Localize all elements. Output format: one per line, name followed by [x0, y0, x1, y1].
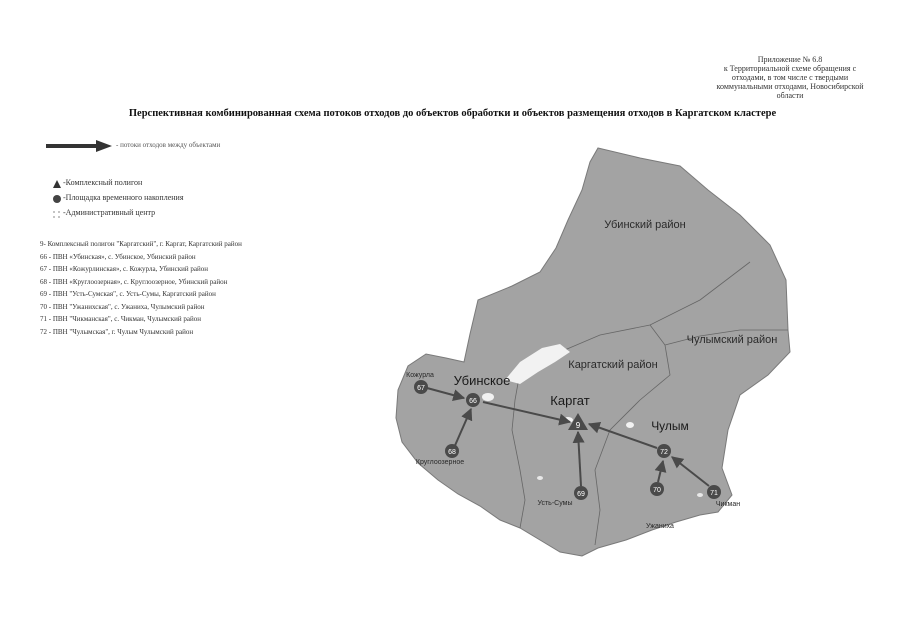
marker-72[interactable]: [657, 444, 671, 458]
marker-label: 69: [577, 491, 585, 498]
settlement-label: Кожурла: [406, 372, 434, 379]
center-label-kargat: Каргат: [550, 393, 590, 408]
object-item: 68 - ПВН «Круглоозерная», с. Круглоозерное, Убинский район: [40, 277, 228, 286]
marker-66[interactable]: [466, 393, 480, 407]
marker-label: 71: [710, 490, 718, 497]
appendix-line: коммунальными отходами, Новосибирской: [716, 82, 864, 91]
flow-legend-label: - потоки отходов между объектами: [116, 141, 221, 149]
settlement-label: Чикман: [715, 501, 741, 508]
lake: [697, 493, 703, 497]
district-label-chulymsky: Чулымский район: [686, 334, 778, 346]
region-shape: [396, 148, 790, 556]
object-item: 67 - ПВН «Кожурлинская», с. Кожурла, Убинский район: [40, 265, 208, 273]
marker-67[interactable]: [414, 380, 428, 394]
marker-label: 9: [575, 421, 581, 430]
appendix-line: к Территориальной схеме обращения с: [723, 64, 857, 73]
object-item: 72 - ПВН "Чулымская", г. Чулым Чулымский район: [40, 327, 194, 336]
settlement-label: Усть-Сумы: [537, 500, 573, 507]
legend-label: -Административный центр: [63, 208, 156, 217]
object-item: 9- Комплексный полигон "Каргатский", г. Каргат, Каргатский район: [40, 240, 242, 248]
appendix-line: области: [776, 91, 804, 100]
legend-label: -Площадка временного накопления: [63, 193, 184, 202]
lake: [626, 422, 634, 428]
object-item: 66 - ПВН «Убинская», с. Убинское, Убинский район: [40, 252, 196, 261]
marker-label: 70: [653, 487, 661, 494]
marker-label: 67: [417, 385, 425, 392]
legend-label: -Комплексный полигон: [63, 178, 143, 187]
lake: [537, 476, 543, 480]
marker-label: 68: [448, 449, 456, 456]
marker-70[interactable]: [650, 482, 664, 496]
marker-71[interactable]: [707, 485, 721, 499]
object-item: 69 - ПВН "Усть-Сумская", с. Усть-Сумы, Каргатский район: [40, 290, 216, 298]
object-item: 71 - ПВН "Чикманская", с. Чикман, Чулымский район: [40, 315, 201, 323]
marker-68[interactable]: [445, 444, 459, 458]
center-label-ubinskoe: Убинское: [453, 373, 511, 388]
district-label-kargatsky: Каргатский район: [568, 359, 658, 371]
map-title: Перспективная комбинированная схема потоков отходов до объектов обработки и объектов размещения отходов в Каргатском кластере: [128, 108, 777, 119]
settlement-label: Круглоозерное: [415, 459, 465, 466]
marker-label: 66: [469, 398, 477, 405]
lake: [482, 393, 494, 401]
marker-label: 72: [660, 449, 668, 456]
district-label-ubinsky: Убинский район: [604, 219, 686, 231]
settlement-label: Ужаниха: [646, 523, 674, 530]
appendix-line: Приложение № 6.8: [757, 55, 823, 64]
appendix-line: отходами, в том числе с твердыми: [731, 73, 849, 82]
object-item: 70 - ПВН "Ужанихская", с. Ужаниха, Чулымский район: [40, 302, 205, 311]
center-label-chulym: Чулым: [651, 419, 689, 433]
marker-69[interactable]: [574, 486, 588, 500]
